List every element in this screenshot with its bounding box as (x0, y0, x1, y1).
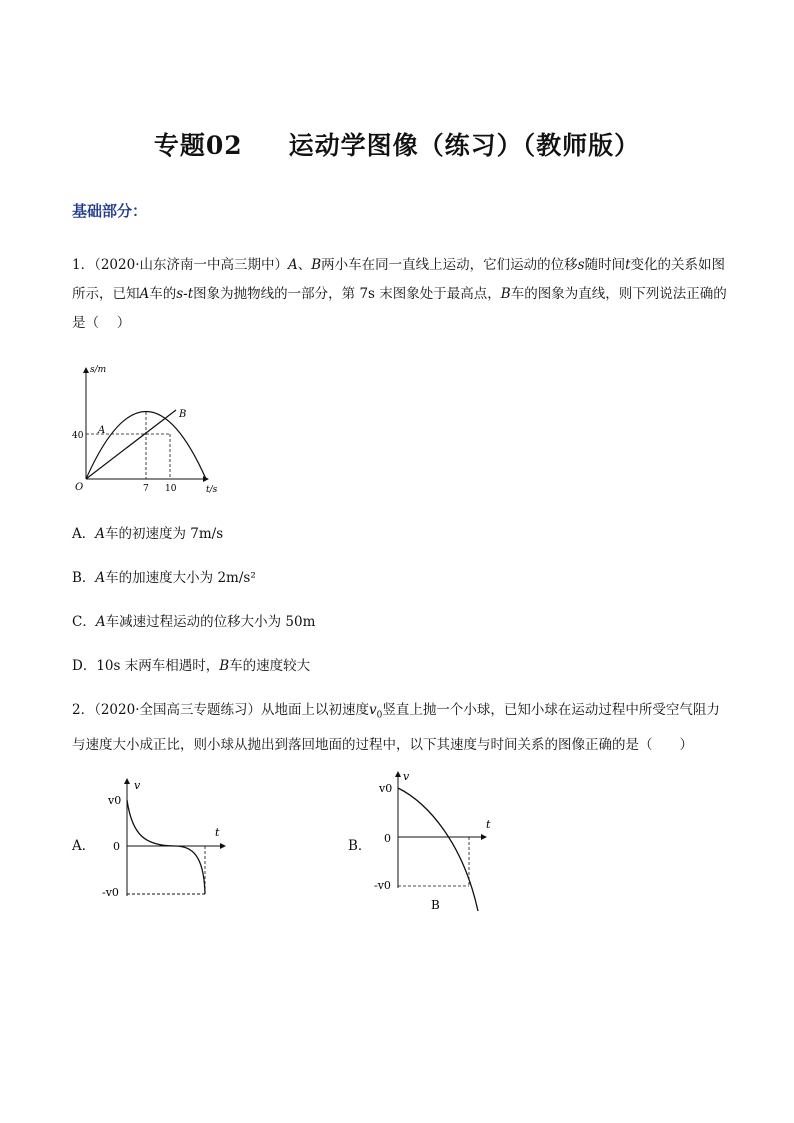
title-topic: 专题02 (153, 131, 243, 160)
q1-origin: O (75, 482, 84, 493)
q2b-v-label: v (403, 770, 410, 783)
q2b-curve (398, 788, 478, 911)
q1-y-label: s/m (90, 365, 107, 375)
q1-st-graph (68, 360, 228, 495)
page-title (0, 126, 794, 162)
q2-vt-graph-b[interactable] (368, 768, 508, 916)
q2a-v0-label: v0 (108, 794, 122, 807)
q1-x-tick-10: 10 (165, 484, 177, 494)
q2-option-a-label[interactable]: A． (72, 838, 96, 854)
q1-curve-a-label: A (98, 425, 106, 436)
q2b-v0-label: v0 (379, 782, 393, 795)
q2a-zero-label: 0 (113, 840, 120, 853)
q1-y-tick: 40 (72, 431, 84, 441)
q2-option-b-label[interactable]: B． (348, 838, 372, 854)
title-name: 运动学图像（练习）（教师版） (288, 131, 641, 160)
q1-x-tick-7: 7 (143, 484, 149, 494)
q2a-neg-v0-label: -v0 (102, 886, 119, 899)
q2-vt-graph-a[interactable] (100, 775, 250, 900)
q1-option-a[interactable]: A．A车的初速度为 7m/s (72, 526, 224, 542)
q2b-caption: B (431, 898, 440, 912)
q2b-neg-v0-label: -v0 (374, 879, 391, 892)
q2a-t-label: t (215, 826, 220, 839)
q1-line-b (86, 410, 176, 479)
q2a-v-label: v (134, 779, 141, 792)
q1-x-label: t/s (206, 485, 218, 495)
q1-line-b-label: B (179, 409, 187, 420)
question-1-stem: 1．（2020·山东济南一中高三期中）A、B两小车在同一直线上运动，它们运动的位移s随时间t变化的关系如图所示，已知A车的s-t图象为抛物线的一部分，第 7s 末图象处于最高点，B车的图象为直线，则下列说法正确的是（ ） (72, 257, 727, 331)
section-heading: 基础部分： (72, 202, 148, 220)
q2b-zero-label: 0 (384, 832, 391, 845)
q1-option-b[interactable]: B．A车的加速度大小为 2m/s² (72, 570, 256, 586)
q2b-t-label: t (486, 818, 491, 831)
q2a-curve (127, 800, 205, 894)
q1-option-d[interactable]: D．10s 末两车相遇时，B车的速度较大 (72, 658, 311, 674)
q1-option-c[interactable]: C．A车减速过程运动的位移大小为 50m (72, 614, 316, 630)
question-2-stem: 2．（2020·全国高三专题练习）从地面上以初速度$v_0$竖直上抛一个小球，已知小球在运动过程中所受空气阻力与速度大小成正比，则小球从抛出到落回地面的过程中，以下其速度与时间关系的图像正确的是（ ） (72, 702, 720, 753)
